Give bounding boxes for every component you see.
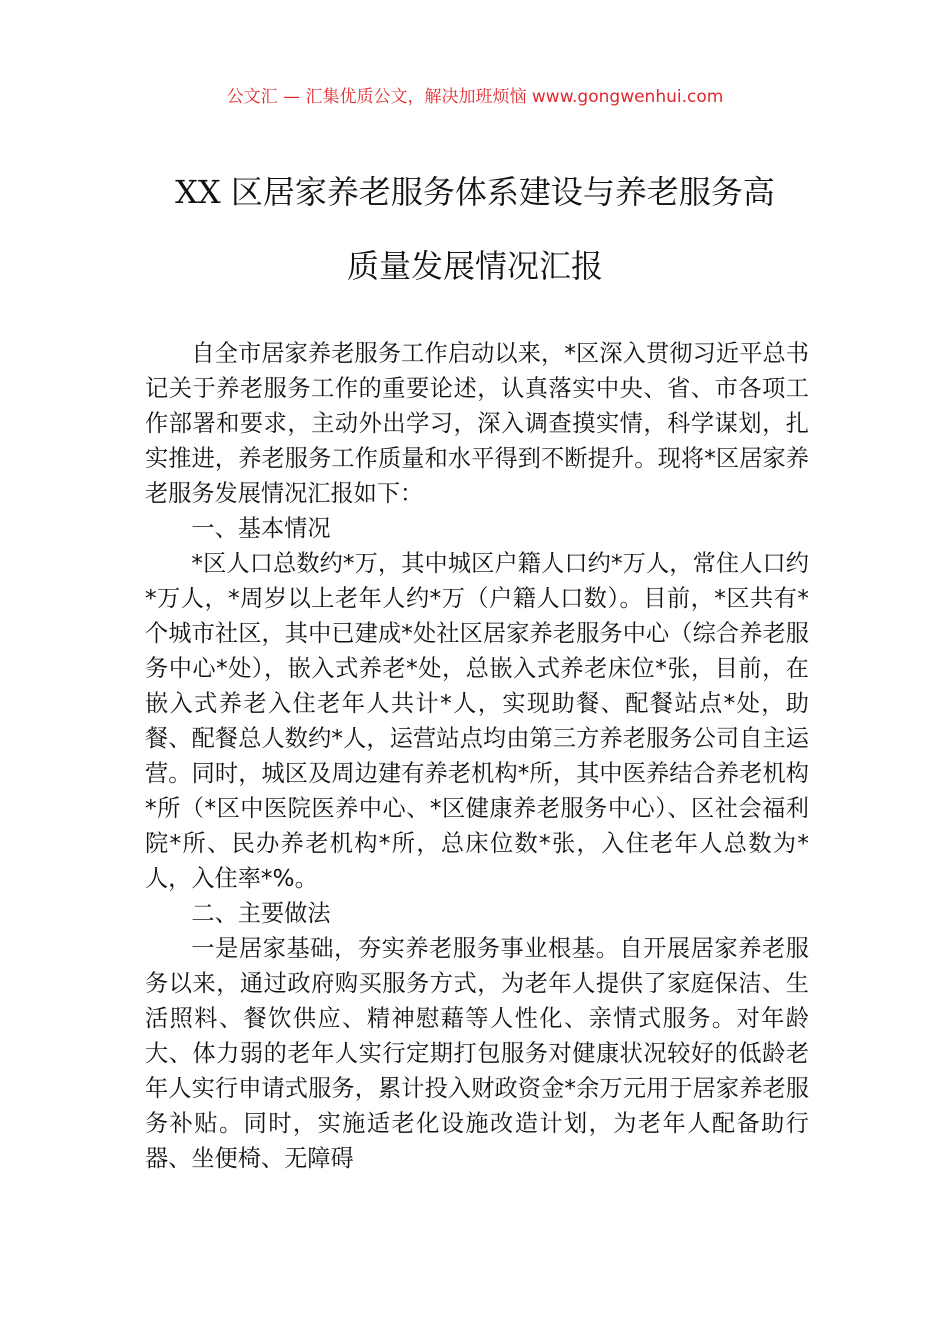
section-paragraph: 一是居家基础，夯实养老服务事业根基。自开展居家养老服务以来，通过政府购买服务方式，为老年人提供了家庭保洁、生活照料、餐饮供应、精神慰藉等人性化、亲情式服务。对年龄大、体力弱的老年人实行定期打包服务对健康状况较好的低龄老年人实行申请式服务，累计投入财政资金*余万元用于居家养老服务补贴。同时，实施适老化设施改造计划，为老年人配备助行器、坐便椅、无障碍: [145, 935, 809, 1172]
title-prefix: XX: [175, 173, 221, 211]
section-heading-main-practices: 二、主要做法: [191, 900, 331, 927]
section-heading-basic-situation: 一、基本情况: [191, 515, 331, 542]
watermark-header: 公文汇 — 汇集优质公文，解决加班烦恼 www.gongwenhui.com: [226, 87, 724, 107]
document-body: [145, 336, 809, 1176]
document-title-line-2: 质量发展情况汇报: [346, 247, 603, 285]
intro-paragraph: 自全市居家养老服务工作启动以来，*区深入贯彻习近平总书记关于养老服务工作的重要论述，认真落实中央、省、市各项工作部署和要求，主动外出学习，深入调查摸实情，科学谋划，扎实推进，养老服务工作质量和水平得到不断提升。现将*区居家养老服务发展情况汇报如下：: [145, 340, 809, 507]
title-rest: 区居家养老服务体系建设与养老服务高: [220, 173, 775, 211]
section-paragraph: *区人口总数约*万，其中城区户籍人口约*万人，常住人口约*万人，*周岁以上老年人约*万（户籍人口数）。目前，*区共有*个城市社区，其中已建成*处社区居家养老服务中心（综合养老服务中心*处），嵌入式养老*处，总嵌入式养老床位*张，目前，在嵌入式养老入住老年人共计*人，实现助餐、配餐站点*处，助餐、配餐总人数约*人，运营站点均由第三方养老服务公司自主运营。同时，城区及周边建有养老机构*所，其中医养结合养老机构*所（*区中医院医养中心、*区健康养老服务中心）、区社会福利院*所、民办养老机构*所，总床位数*张，入住老年人总数为*人，入住率*%。: [145, 550, 809, 892]
document-title-line-1: [130, 172, 820, 212]
